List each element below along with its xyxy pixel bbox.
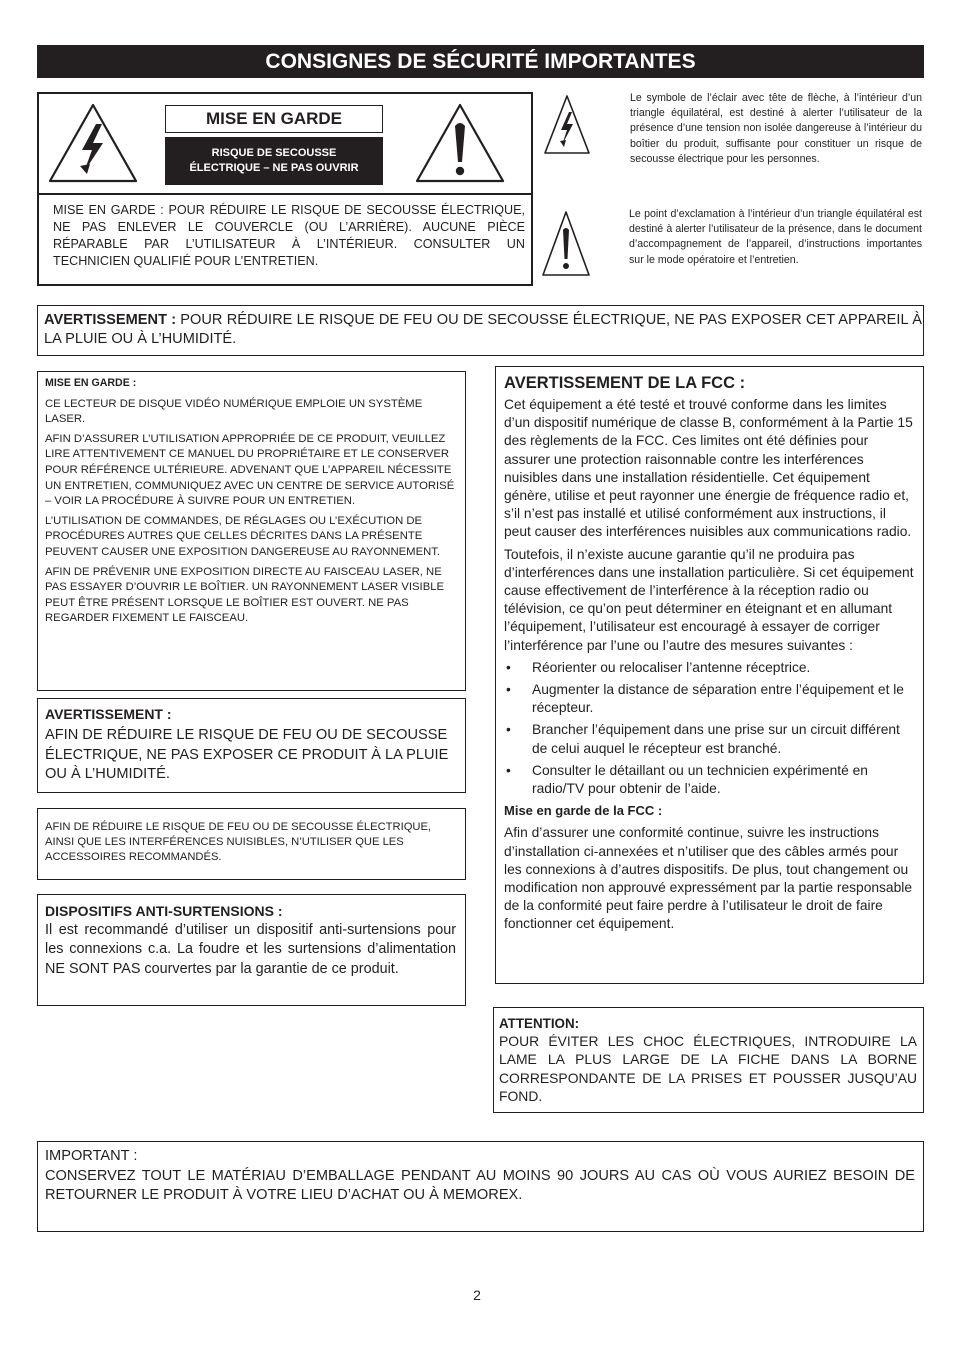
important-text: CONSERVEZ TOUT LE MATÉRIAU D’EMBALLAGE PENDANT AU MOINS 90 JOURS AU CAS OÙ VOUS AURIEZ BESOIN DE RETOURNER LE PRODUIT À VOTRE LIEU D’ACHAT OU À MEMOREX. — [45, 1167, 915, 1203]
fcc-measure-text: Consulter le détaillant ou un technicien expérimenté en radio/TV pour obtenir de l’aide. — [532, 762, 868, 797]
shock-risk-label — [165, 137, 383, 185]
caution-panel — [37, 92, 533, 286]
bullet-icon: • — [506, 682, 511, 698]
fcc-paragraph-3: Afin d’assurer une conformité continue, suivre les instructions d’installation ci-annexées et n’utiliser que des câbles armés pour les connexions à d’autres dispositifs. De plus, tout changement ou modification non approuvé expressément par la partie responsable de la conformité peut faire perdre à l’utilisateur le droit de faire fonctionner cet équipement. — [504, 825, 913, 932]
panel-divider — [39, 193, 531, 195]
laser-paragraph-2: AFIN D’ASSURER L’UTILISATION APPROPRIÉE DE CE PRODUIT, VEUILLEZ LIRE ATTENTIVEMENT CE MANUEL DU PROPRIÉTAIRE ET LE CONSERVER POUR RÉFÉRENCE ULTÉRIEURE. ADVENANT QUE L’APPAREIL NÉCESSITE UN ENTRETIEN, COMMUNIQUEZ AVEC UN CENTRE DE SERVICE AUTORISÉ – VOIR LA PROCÉDURE À SUIVRE POUR UN ENTRETIEN. — [45, 432, 455, 508]
lightning-triangle-icon — [543, 94, 591, 156]
fcc-measure-text: Réorienter ou relocaliser l’antenne réceptrice. — [532, 659, 811, 675]
fcc-title: AVERTISSEMENT DE LA FCC : — [504, 374, 746, 392]
laser-caution-title: MISE EN GARDE : — [45, 377, 137, 389]
shock-risk-line-1: RISQUE DE SECOUSSE — [211, 147, 337, 159]
attention-text: POUR ÉVITER LES CHOC ÉLECTRIQUES, INTRODUIRE LA LAME LA PLUS LARGE DE LA FICHE DANS LA BORNE CORRESPONDANTE DE LA PRISES ET POUSSER JUSQU’AU FOND. — [499, 1033, 917, 1105]
lightning-triangle-icon — [47, 102, 139, 184]
main-warning-box — [37, 305, 924, 356]
attention-box — [493, 1007, 924, 1113]
fcc-measure-text: Brancher l’équipement dans une prise sur un circuit différent de celui auquel le récepteur est branché. — [532, 722, 900, 756]
bullet-icon: • — [506, 722, 511, 738]
exclamation-triangle-icon — [414, 102, 506, 184]
product-warning-title: AVERTISSEMENT : — [45, 706, 172, 722]
attention-title: ATTENTION: — [499, 1016, 580, 1031]
surge-protection-title: DISPOSITIFS ANTI-SURTENSIONS : — [45, 903, 283, 919]
page-title: CONSIGNES DE SÉCURITÉ IMPORTANTES — [37, 45, 924, 78]
page-number: 2 — [473, 1287, 481, 1303]
important-box — [37, 1141, 924, 1232]
product-warning-box — [37, 698, 466, 793]
caution-text: MISE EN GARDE : POUR RÉDUIRE LE RISQUE DE SECOUSSE ÉLECTRIQUE, NE PAS ENLEVER LE COUVERCLE (OU L’ARRIÈRE). AUCUNE PIÈCE RÉPARABLE PAR L’UTILISATEUR À L’INTÉRIEUR. CONSULTER UN TECHNICIEN QUALIFIÉ POUR L’ENTRETIEN. — [53, 203, 525, 268]
fcc-measure-item — [504, 659, 915, 677]
fcc-paragraph-2: Toutefois, il n’existe aucune garantie qu’il ne produira pas d’interférences dans une installation particulière. Si cet équipement cause effectivement de l’interférence à la réception radio ou télévision, ce qu’on peut déterminer en éteignant et en allumant l’équipement, l’utilisateur est encouragé à essayer de corriger l’interférence par l’une ou l’autre des mesures suivantes : — [504, 546, 914, 653]
exclamation-symbol-description: Le point d’exclamation à l’intérieur d’un triangle équilatéral est destiné à alerter l’utilisateur de la présence, dans le document d’accompagnement de l’appareil, d’instructions importantes sur le mode opératoire et l’entretien. — [629, 208, 922, 266]
laser-paragraph-3: L’UTILISATION DE COMMANDES, DE RÉGLAGES OU L’EXÉCUTION DE PROCÉDURES AUTRES QUE CELLES DÉCRITES DANS LA PRÉSENTE PEUVENT CAUSER UNE EXPOSITION DANGEREUSE AU RAYONNEMENT. — [45, 514, 441, 558]
laser-paragraph-1: CE LECTEUR DE DISQUE VIDÉO NUMÉRIQUE EMPLOIE UN SYSTÈME LASER. — [45, 397, 423, 426]
laser-paragraph-4: AFIN DE PRÉVENIR UNE EXPOSITION DIRECTE AU FAISCEAU LASER, NE PAS ESSAYER D’OUVRIR LE BOÎTIER. UN RAYONNEMENT LASER VISIBLE PEUT ÊTRE PRÉSENT LORSQUE LE BOÎTIER EST OUVERT. NE PAS REGARDER FIXEMENT LE FAISCEAU. — [45, 565, 445, 625]
fcc-measure-item — [504, 681, 915, 717]
surge-protection-text: Il est recommandé d’utiliser un dispositif anti-surtensions pour les connexions c.a. La foudre et les surtensions d’alimentation NE SONT PAS courvertes par la garantie de ce produit. — [45, 922, 456, 977]
surge-protection-box — [37, 894, 466, 1006]
fcc-measure-item — [504, 721, 915, 757]
product-warning-text: AFIN DE RÉDUIRE LE RISQUE DE FEU OU DE SECOUSSE ÉLECTRIQUE, NE PAS EXPOSER CE PRODUIT À LA PLUIE OU À L’HUMIDITÉ. — [45, 727, 449, 782]
fcc-paragraph-1: Cet équipement a été testé et trouvé conforme dans les limites d’un dispositif numérique de classe B, conformément à la Partie 15 des règlements de la FCC. Ces limites ont été définies pour assurer une protection raisonnable contre les interférences nuisibles dans une installation résidentielle. Cet équipement génère, utilise et peut rayonner une énergie de fréquence radio et, s’il n’est pas installé et utilisé conformément aux instructions, il peut causer des interférences nuisibles aux communications radio. — [504, 397, 913, 540]
fcc-subtitle: Mise en garde de la FCC : — [504, 803, 663, 819]
caution-label: MISE EN GARDE — [165, 105, 383, 133]
laser-caution-box — [37, 371, 466, 691]
bullet-icon: • — [506, 762, 511, 778]
accessories-warning-box — [37, 808, 466, 880]
fcc-measure-item — [504, 762, 915, 798]
fcc-measure-text: Augmenter la distance de séparation entre l’équipement et le récepteur. — [532, 682, 904, 716]
exclamation-triangle-icon — [541, 210, 591, 278]
accessories-warning-text: AFIN DE RÉDUIRE LE RISQUE DE FEU OU DE SECOUSSE ÉLECTRIQUE, AINSI QUE LES INTERFÉRENCES NUISIBLES, N’UTILISER QUE LES ACCESSOIRES RECOMMANDÉS. — [45, 821, 432, 864]
fcc-warning-box — [495, 366, 924, 984]
lightning-symbol-description: Le symbole de l’éclair avec tête de flèche, à l’intérieur d’un triangle équilatéral, est destiné à alerter l’utilisateur de la présence d’une tension non isolée dangereuse à l’intérieur du boîtier du produit, suffisante pour constituer un risque de secousse électrique pour les personnes. — [630, 92, 922, 165]
important-title: IMPORTANT : — [45, 1148, 138, 1164]
bullet-icon: • — [506, 659, 511, 675]
shock-risk-line-2: ÉLECTRIQUE – NE PAS OUVRIR — [189, 162, 359, 174]
main-warning-label: AVERTISSEMENT : — [44, 312, 177, 328]
main-warning-text: POUR RÉDUIRE LE RISQUE DE FEU OU DE SECOUSSE ÉLECTRIQUE, NE PAS EXPOSER CET APPAREIL À LA PLUIE OU À L’HUMIDITÉ. — [44, 312, 922, 347]
fcc-measures-list — [504, 659, 915, 798]
